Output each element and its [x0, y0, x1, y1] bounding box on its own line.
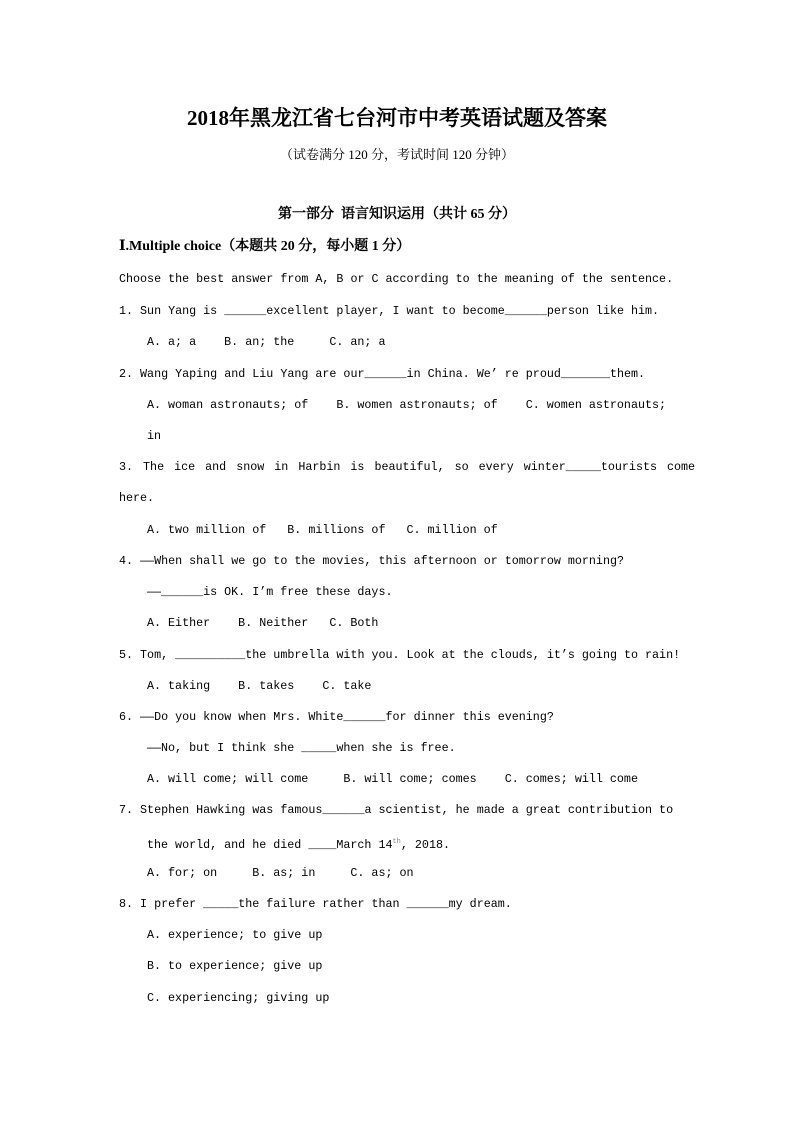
question-5-stem: 5. Tom, __________the umbrella with you. Look at the clouds, it’s going to rain!: [119, 648, 681, 662]
question-4-stem: 4. ——When shall we go to the movies, this afternoon or tomorrow morning?: [119, 554, 624, 568]
question-6-options: A. will come; will come B. will come; comes C. comes; will come: [147, 772, 638, 786]
question-2-options: A. woman astronauts; of B. women astronauts; of C. women astronauts;: [147, 398, 667, 412]
section-heading: 第一部分 语言知识运用（共计 65 分）: [278, 207, 516, 222]
question-3-stem: 3. The ice and snow in Harbin is beautiful, so every winter_____tourists come: [119, 460, 696, 474]
part-heading: Ⅰ.Multiple choice（本题共 20 分，每小题 1 分）: [119, 239, 411, 254]
question-4-reply: ——______is OK. I’m free these days.: [147, 585, 393, 599]
document-subtitle: （试卷满分 120 分，考试时间 120 分钟）: [279, 147, 514, 162]
question-1-options: A. a; a B. an; the C. an; a: [147, 335, 386, 349]
document-title: 2018年黑龙江省七台河市中考英语试题及答案: [187, 106, 607, 130]
question-4-options: A. Either B. Neither C. Both: [147, 616, 379, 630]
question-7-stem-end: , 2018.: [400, 837, 450, 852]
question-3-stem-cont: here.: [119, 491, 155, 505]
ordinal-suffix: th: [392, 838, 401, 846]
question-2-stem: 2. Wang Yaping and Liu Yang are our______in China. We’ re proud_______them.: [119, 367, 646, 381]
question-7-stem-cont: [147, 834, 450, 853]
question-7-options: A. for; on B. as; in C. as; on: [147, 866, 414, 880]
question-6-reply: ——No, but I think she _____when she is free.: [147, 741, 456, 755]
question-7-stem-text: the world, and he died ____March 14: [147, 837, 393, 852]
question-8-stem: 8. I prefer _____the failure rather than ______my dream.: [119, 897, 512, 911]
question-6-stem: 6. ——Do you know when Mrs. White______for dinner this evening?: [119, 710, 554, 724]
question-7-stem: 7. Stephen Hawking was famous______a scientist, he made a great contribution to: [119, 803, 674, 817]
question-3-options: A. two million of B. millions of C. million of: [147, 523, 498, 537]
instruction: Choose the best answer from A, B or C according to the meaning of the sentence.: [119, 272, 674, 286]
question-8-option-a: A. experience; to give up: [147, 928, 323, 942]
question-5-options: A. taking B. takes C. take: [147, 679, 372, 693]
question-1-stem: 1. Sun Yang is ______excellent player, I want to become______person like him.: [119, 304, 660, 318]
question-8-option-c: C. experiencing; giving up: [147, 991, 330, 1005]
question-8-option-b: B. to experience; give up: [147, 959, 323, 973]
question-2-options-cont: in: [147, 429, 162, 443]
